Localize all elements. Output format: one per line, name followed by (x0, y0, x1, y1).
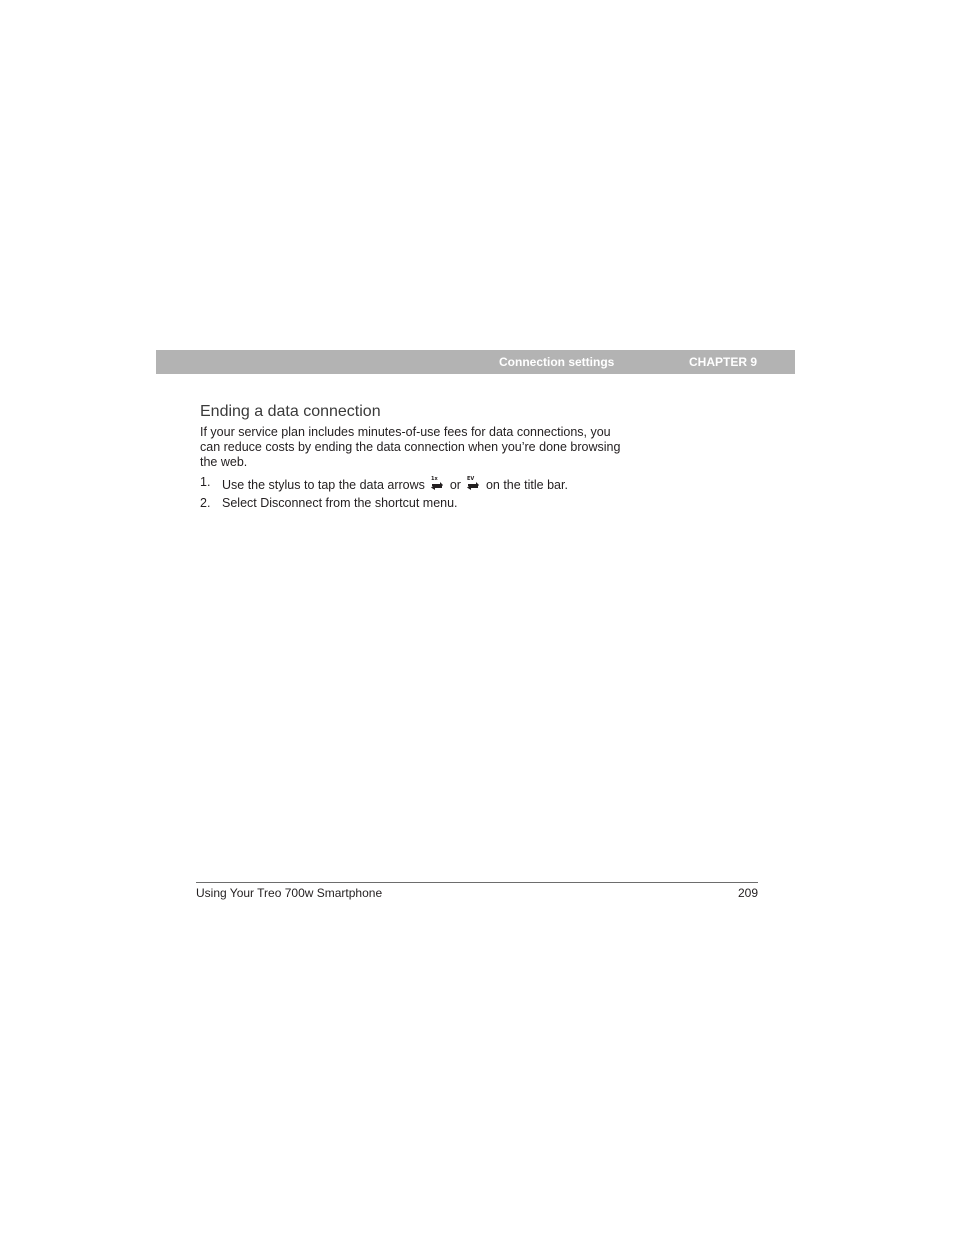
section-heading: Ending a data connection (200, 403, 381, 420)
svg-text:1x: 1x (431, 476, 439, 482)
step-text: Use the stylus to tap the data arrows (222, 478, 425, 492)
step-text-after: on the title bar. (485, 478, 568, 492)
footer-book-title: Using Your Treo 700w Smartphone (196, 886, 383, 900)
svg-text:EV: EV (467, 476, 475, 482)
step-number: 1. (200, 475, 211, 489)
step-number: 2. (200, 496, 211, 510)
running-header-bar (156, 350, 795, 374)
section-title: Connection settings (499, 355, 615, 369)
steps-list (200, 475, 568, 511)
1x-data-arrows-icon (429, 475, 445, 491)
step-text: Select Disconnect from the shortcut menu. (222, 496, 458, 510)
step-text-or: or (449, 478, 461, 492)
page-number: 209 (737, 886, 758, 900)
ev-data-arrows-icon (465, 475, 481, 491)
footer-divider (196, 882, 758, 883)
intro-paragraph: If your service plan includes minutes-of-use fees for data connections, you can reduce costs by ending the data connection when you’re done browsing the web. (200, 425, 621, 469)
step-item (200, 475, 568, 493)
chapter-label: CHAPTER 9 (689, 355, 758, 369)
step-item (200, 496, 568, 511)
